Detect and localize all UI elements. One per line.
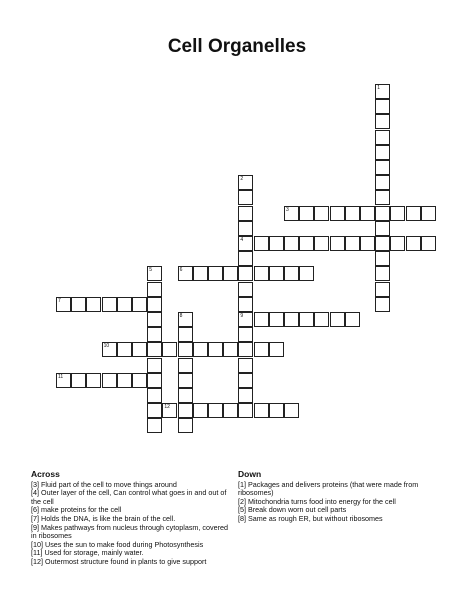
grid-cell[interactable]	[147, 297, 162, 312]
grid-cell[interactable]	[314, 236, 329, 251]
grid-cell[interactable]	[345, 236, 360, 251]
grid-cell[interactable]	[330, 312, 345, 327]
grid-cell[interactable]	[178, 358, 193, 373]
grid-cell[interactable]	[269, 403, 284, 418]
clue-text: Mitochondria turns food into energy for the cell	[246, 496, 396, 506]
grid-cell[interactable]	[102, 342, 117, 357]
grid-cell[interactable]	[223, 266, 238, 281]
grid-cell[interactable]	[254, 266, 269, 281]
grid-cell[interactable]	[375, 145, 390, 160]
grid-cell[interactable]	[117, 373, 132, 388]
grid-cell[interactable]	[254, 312, 269, 327]
grid-cell[interactable]	[238, 282, 253, 297]
grid-cell[interactable]	[178, 418, 193, 433]
clue-item	[31, 489, 231, 506]
clue-text: Makes pathways from nucleus through cytoplasm, covered in ribosomes	[31, 522, 228, 541]
down-heading: Down	[238, 469, 262, 479]
grid-cell[interactable]	[284, 236, 299, 251]
grid-cell[interactable]	[147, 418, 162, 433]
clue-text: make proteins for the cell	[39, 505, 122, 515]
clue-item	[238, 481, 438, 498]
grid-cell[interactable]	[147, 342, 162, 357]
clue-number: [12]	[31, 556, 43, 566]
grid-cell[interactable]	[238, 221, 253, 236]
clue-number-label: 12	[164, 404, 170, 411]
grid-cell[interactable]	[102, 297, 117, 312]
grid-cell[interactable]	[269, 312, 284, 327]
grid-cell[interactable]	[178, 327, 193, 342]
grid-cell[interactable]	[421, 236, 436, 251]
grid-cell[interactable]	[299, 266, 314, 281]
clue-text: Packages and delivers proteins (that were made from ribosomes)	[238, 479, 419, 498]
grid-cell[interactable]	[208, 266, 223, 281]
grid-cell[interactable]	[390, 236, 405, 251]
grid-cell[interactable]	[406, 206, 421, 221]
grid-cell[interactable]	[375, 175, 390, 190]
clue-number-label: 11	[58, 373, 64, 380]
grid-cell[interactable]	[86, 373, 101, 388]
clue-number: [11]	[31, 548, 43, 558]
grid-cell[interactable]	[314, 312, 329, 327]
grid-cell[interactable]	[421, 206, 436, 221]
clue-number: [2]	[238, 496, 246, 506]
clue-number: [1]	[238, 479, 246, 489]
grid-cell[interactable]	[254, 236, 269, 251]
clue-number-label: 3	[286, 206, 289, 213]
grid-cell[interactable]	[238, 358, 253, 373]
clue-text: Used for storage, mainly water.	[42, 548, 144, 558]
across-clues	[31, 470, 231, 567]
clue-number-label: 6	[179, 267, 183, 274]
grid-cell[interactable]	[238, 190, 253, 205]
grid-cell[interactable]	[238, 403, 253, 418]
grid-cell[interactable]	[162, 342, 177, 357]
grid-cell[interactable]	[193, 403, 208, 418]
grid-cell[interactable]	[132, 342, 147, 357]
grid-cell[interactable]	[299, 206, 314, 221]
grid-cell[interactable]	[193, 342, 208, 357]
grid-cell[interactable]	[71, 297, 86, 312]
grid-cell[interactable]	[117, 297, 132, 312]
grid-cell[interactable]	[208, 403, 223, 418]
clue-number: [7]	[31, 513, 39, 523]
grid-cell[interactable]	[147, 358, 162, 373]
grid-cell[interactable]	[238, 297, 253, 312]
clue-text: Outer layer of the cell, Can control what goes in and out of the cell	[31, 488, 227, 506]
clue-number: [3]	[31, 479, 39, 489]
grid-cell[interactable]	[254, 342, 269, 357]
grid-cell[interactable]	[178, 312, 193, 327]
clue-number: [8]	[238, 513, 246, 523]
grid-cell[interactable]	[238, 327, 253, 342]
grid-cell[interactable]	[193, 266, 208, 281]
puzzle-title: Cell Organelles	[167, 36, 307, 57]
grid-cell[interactable]	[238, 373, 253, 388]
grid-cell[interactable]	[375, 206, 390, 221]
grid-cell[interactable]	[86, 297, 101, 312]
grid-cell[interactable]	[147, 373, 162, 388]
grid-cell[interactable]	[390, 206, 405, 221]
grid-cell[interactable]	[345, 312, 360, 327]
grid-cell[interactable]	[117, 342, 132, 357]
grid-cell[interactable]	[269, 236, 284, 251]
grid-cell[interactable]	[375, 84, 390, 99]
grid-cell[interactable]	[375, 99, 390, 114]
grid-cell[interactable]	[375, 251, 390, 266]
grid-cell[interactable]	[238, 388, 253, 403]
grid-cell[interactable]	[284, 403, 299, 418]
clue-number-label: 10	[103, 343, 110, 350]
clue-text: Break down worn out cell parts	[246, 505, 347, 515]
grid-cell[interactable]	[147, 388, 162, 403]
clue-number-label: 2	[240, 176, 244, 183]
grid-cell[interactable]	[102, 373, 117, 388]
grid-cell[interactable]	[238, 206, 253, 221]
grid-cell[interactable]	[284, 206, 299, 221]
grid-cell[interactable]	[330, 206, 345, 221]
grid-cell[interactable]	[375, 221, 390, 236]
grid-cell[interactable]	[345, 206, 360, 221]
grid-cell[interactable]	[223, 342, 238, 357]
grid-cell[interactable]	[162, 403, 177, 418]
clue-number-label: 4	[240, 237, 244, 243]
grid-cell[interactable]	[71, 373, 86, 388]
grid-cell[interactable]	[375, 266, 390, 281]
grid-cell[interactable]	[314, 206, 329, 221]
grid-cell[interactable]	[254, 403, 269, 418]
grid-cell[interactable]	[178, 403, 193, 418]
grid-cell[interactable]	[178, 373, 193, 388]
grid-cell[interactable]	[238, 236, 253, 251]
grid-cell[interactable]	[375, 114, 390, 129]
grid-cell[interactable]	[269, 342, 284, 357]
grid-cell[interactable]	[284, 312, 299, 327]
grid-cell[interactable]	[178, 266, 193, 281]
grid-cell[interactable]	[147, 312, 162, 327]
grid-cell[interactable]	[147, 327, 162, 342]
grid-cell[interactable]	[178, 388, 193, 403]
grid-cell[interactable]	[238, 342, 253, 357]
grid-cell[interactable]	[360, 206, 375, 221]
grid-cell[interactable]	[269, 266, 284, 281]
clue-text: Outermost structure found in plants to give support	[43, 556, 207, 566]
grid-cell[interactable]	[178, 342, 193, 357]
grid-cell[interactable]	[375, 236, 390, 251]
grid-cell[interactable]	[238, 251, 253, 266]
clue-item	[238, 515, 438, 524]
clue-number-label: 8	[179, 313, 183, 319]
clue-number: [10]	[31, 539, 43, 549]
grid-cell[interactable]	[360, 236, 375, 251]
grid-cell[interactable]	[299, 312, 314, 327]
clue-text: Holds the DNA, is like the brain of the cell.	[39, 513, 176, 523]
clue-text: Fluid part of the cell to move things around	[39, 479, 177, 489]
grid-cell[interactable]	[147, 266, 162, 281]
grid-cell[interactable]	[132, 297, 147, 312]
grid-cell[interactable]	[284, 266, 299, 281]
grid-cell[interactable]	[406, 236, 421, 251]
grid-cell[interactable]	[238, 175, 253, 190]
grid-cell[interactable]	[132, 373, 147, 388]
grid-cell[interactable]	[238, 312, 253, 327]
grid-cell[interactable]	[375, 190, 390, 205]
grid-cell[interactable]	[375, 130, 390, 145]
grid-cell[interactable]	[208, 342, 223, 357]
grid-cell[interactable]	[147, 403, 162, 418]
grid-cell[interactable]	[56, 297, 71, 312]
grid-cell[interactable]	[299, 236, 314, 251]
across-heading: Across	[31, 469, 60, 479]
grid-cell[interactable]	[375, 297, 390, 312]
grid-cell[interactable]	[223, 403, 238, 418]
clue-number: [6]	[31, 505, 39, 515]
grid-cell[interactable]	[56, 373, 71, 388]
clue-number-label: 7	[58, 297, 61, 304]
down-clues	[238, 470, 438, 524]
clue-number: [5]	[238, 505, 246, 515]
grid-cell[interactable]	[375, 160, 390, 175]
clue-item	[31, 558, 231, 567]
clue-number-label: 5	[149, 267, 152, 274]
grid-cell[interactable]	[147, 282, 162, 297]
grid-cell[interactable]	[330, 236, 345, 251]
clue-text: Same as rough ER, but without ribosomes	[246, 513, 383, 523]
clue-item	[31, 524, 231, 541]
clue-number: [9]	[31, 522, 39, 532]
clue-number: [4]	[31, 488, 39, 498]
grid-cell[interactable]	[375, 282, 390, 297]
clue-number-label: 1	[377, 85, 380, 91]
grid-cell[interactable]	[238, 266, 253, 281]
clue-number-label: 9	[240, 313, 244, 319]
clue-text: Uses the sun to make food during Photosynthesis	[43, 539, 204, 549]
